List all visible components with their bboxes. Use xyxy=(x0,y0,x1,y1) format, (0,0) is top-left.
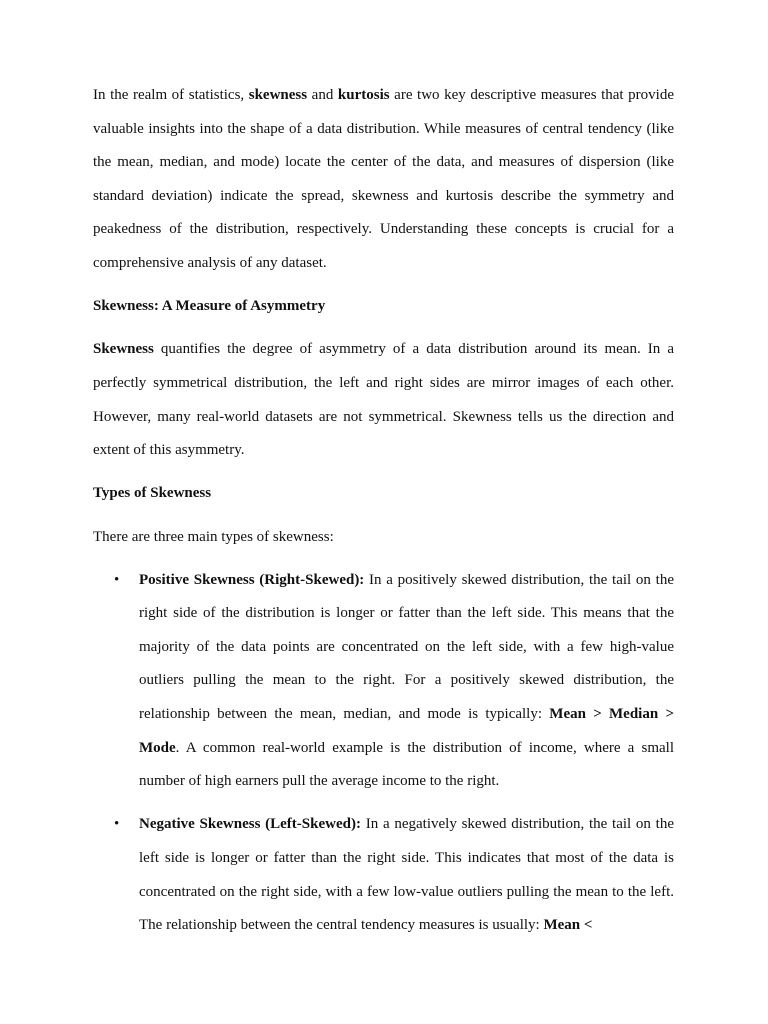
skewness-definition-text: quantifies the degree of asymmetry of a data distribution around its mean. In a perfectly symmetrical distribution, the left and right sides are mirror images of each other. However, many real-world datasets are not symmetrical. Skewness tells us the direction and extent of this asymmetry. xyxy=(93,341,674,459)
item-text: In a positively skewed distribution, the tail on the right side of the distribution is longer or fatter than the left side. This means that the majority of the data points are concentrated on the left side, with a few high-value outliers pulling the mean to the right. For a positively skewed distribution, the relationship between the mean, median, and mode is typically: xyxy=(139,571,674,723)
list-item-negative-skewness xyxy=(93,808,674,942)
list-item-positive-skewness xyxy=(93,564,674,799)
term-skewness: skewness xyxy=(248,87,308,103)
intro-text-3: are two key descriptive measures that provide valuable insights into the shape of a data distribution. While measures of central tendency (like the mean, median, and mode) locate the center of the data, and measures of dispersion (like standard deviation) indicate the spread, skewness and kurtosis describe the symmetry and peakedness of the distribution, respectively. Understanding these concepts is crucial for a comprehensive analysis of any dataset. xyxy=(93,87,674,271)
item-text-end: . A common real-world example is the distribution of income, where a small number of high earners pull the average income to the right. xyxy=(139,739,674,790)
item-relationship: Mean > Median > Mode xyxy=(139,706,674,756)
term-kurtosis: kurtosis xyxy=(337,87,390,103)
bullet-marker: • xyxy=(114,816,120,833)
item-label: Negative Skewness (Left-Skewed): xyxy=(139,816,361,833)
item-text: In a negatively skewed distribution, the tail on the left side is longer or fatter than the right side. This indicates that most of the data is concentrated on the right side, with a few low-value outliers pulling the mean to the left. The relationship between the central tendency measures is usually: xyxy=(139,816,674,934)
skewness-definition-paragraph xyxy=(93,333,674,467)
item-relationship: Mean < xyxy=(543,917,593,934)
section-heading-skewness: Skewness: A Measure of Asymmetry xyxy=(93,298,326,315)
types-intro-paragraph: There are three main types of skewness: xyxy=(93,528,334,545)
section-heading-types: Types of Skewness xyxy=(93,485,212,502)
intro-text-1: In the realm of statistics, xyxy=(93,87,249,103)
bullet-marker: • xyxy=(114,571,120,588)
term-skewness-definition: Skewness xyxy=(93,341,154,358)
intro-paragraph xyxy=(93,79,674,281)
skewness-types-list xyxy=(93,564,674,943)
item-label: Positive Skewness (Right-Skewed): xyxy=(139,571,365,588)
intro-text-2: and xyxy=(307,87,338,103)
document-page xyxy=(93,79,674,952)
